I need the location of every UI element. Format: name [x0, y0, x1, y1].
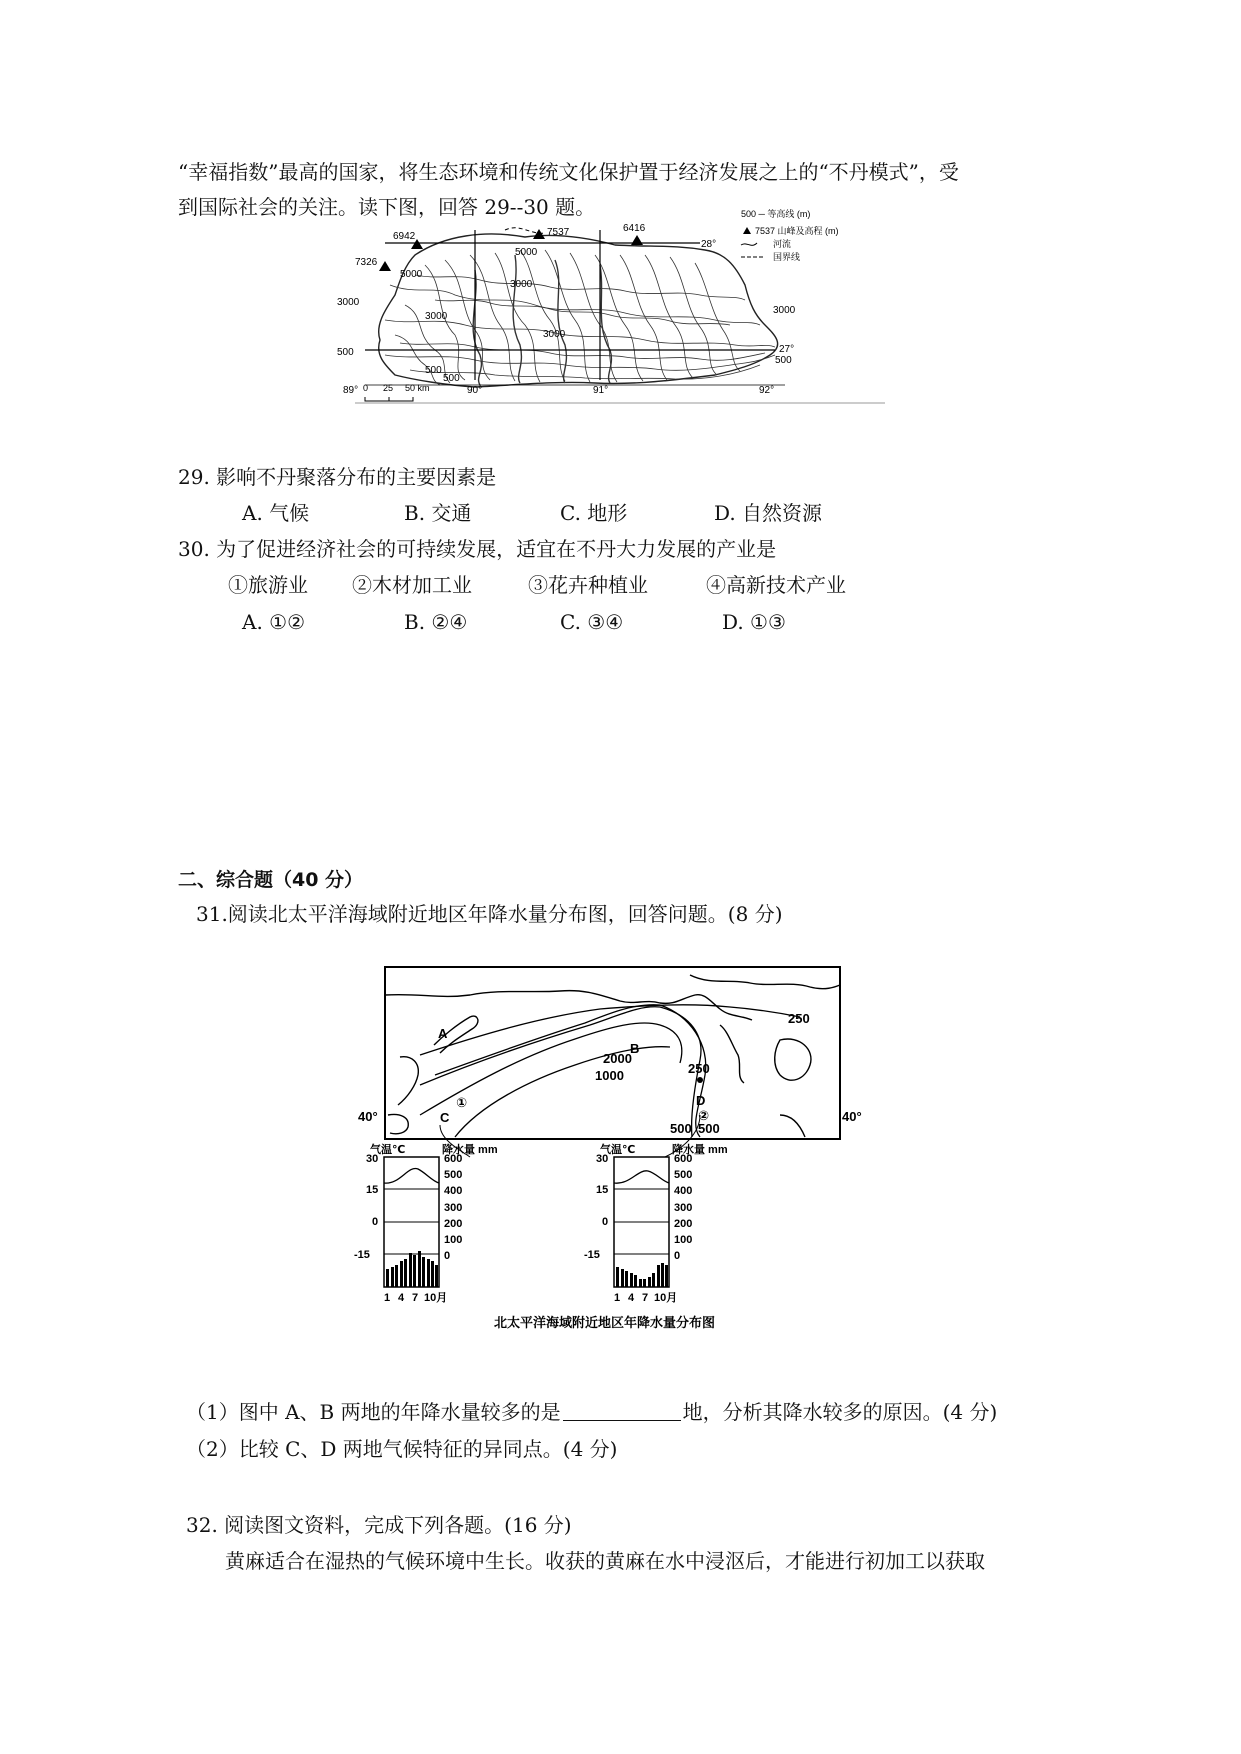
svg-text:15: 15	[366, 1184, 379, 1196]
peak-label: 7537	[547, 227, 570, 238]
isohyet-label: 2000	[603, 1051, 632, 1066]
q31-sub1	[186, 1398, 997, 1426]
svg-text:25: 25	[383, 383, 394, 393]
latitude-label: 40°	[842, 1109, 862, 1124]
svg-text:0: 0	[363, 383, 369, 393]
legend-contour: 500 ─ 等高线 (m)	[741, 209, 811, 219]
latitude-label: 27°	[779, 344, 795, 355]
svg-text:气温℃: 气温℃	[600, 1144, 636, 1156]
q30-item-4: ④高新技术产业	[706, 573, 846, 597]
q31-sub1-part-a: （1）图中 A、B 两地的年降水量较多的是	[186, 1400, 561, 1424]
svg-text:600: 600	[674, 1153, 693, 1165]
svg-text:7: 7	[642, 1292, 649, 1304]
intro-line-1: “幸福指数”最高的国家，将生态环境和传统文化保护置于经济发展之上的“不丹模式”，受	[178, 160, 959, 184]
longitude-label: 91°	[593, 385, 609, 396]
svg-text:200: 200	[674, 1218, 693, 1230]
legend-peak: 7537 山峰及高程 (m)	[755, 226, 839, 236]
intro-line-2: 到国际社会的关注。读下图，回答 29--30 题。	[178, 195, 596, 219]
point-label-c: C	[440, 1110, 450, 1125]
q30-option-c: C. ③④	[560, 610, 624, 634]
q29-stem: 29. 影响不丹聚落分布的主要因素是	[178, 465, 497, 489]
svg-text:0: 0	[444, 1250, 451, 1262]
q30-stem: 30. 为了促进经济社会的可持续发展，适宜在不丹大力发展的产业是	[178, 537, 777, 561]
section-title: 二、综合题（40 分）	[178, 869, 364, 891]
isohyet-label: 1000	[595, 1068, 624, 1083]
q31-sub1-part-b: 地，分析其降水较多的原因。(4 分)	[682, 1400, 998, 1424]
latitude-label: 40°	[358, 1109, 378, 1124]
contour-label: 3000	[337, 297, 360, 308]
svg-text:4: 4	[398, 1292, 405, 1304]
q30-option-b: B. ②④	[404, 610, 468, 634]
contour-label: 5000	[400, 269, 423, 280]
svg-text:500: 500	[674, 1169, 693, 1181]
svg-text:600: 600	[444, 1153, 463, 1165]
svg-text:10月: 10月	[424, 1292, 448, 1304]
q31-stem: 31.阅读北太平洋海域附近地区年降水量分布图，回答问题。(8 分)	[196, 902, 783, 926]
svg-text:200: 200	[444, 1218, 463, 1230]
svg-text:50 km: 50 km	[405, 383, 430, 393]
q31-sub2: （2）比较 C、D 两地气候特征的异同点。(4 分)	[186, 1437, 618, 1461]
svg-text:400: 400	[674, 1185, 693, 1197]
point-label-1: ①	[456, 1095, 468, 1110]
q30-option-d: D. ①③	[722, 610, 786, 634]
q30-item-3: ③花卉种植业	[528, 573, 648, 597]
svg-text:1: 1	[614, 1292, 621, 1304]
svg-text:500: 500	[444, 1169, 463, 1181]
point-label-b: B	[630, 1041, 640, 1056]
q32-text: 黄麻适合在湿热的气候环境中生长。收获的黄麻在水中浸沤后，才能进行初加工以获取	[225, 1549, 985, 1573]
svg-text:气温℃: 气温℃	[370, 1144, 406, 1156]
figure-caption: 北太平洋海域附近地区年降水量分布图	[494, 1315, 716, 1330]
svg-text:300: 300	[444, 1202, 463, 1214]
bhutan-topographic-map	[337, 209, 885, 455]
contour-label: 3000	[425, 311, 448, 322]
svg-text:30: 30	[596, 1153, 609, 1165]
svg-text:0: 0	[602, 1216, 609, 1228]
isohyet-label: 500	[670, 1121, 692, 1136]
svg-text:100: 100	[674, 1234, 693, 1246]
peak-label: 6416	[623, 223, 646, 234]
isohyet-label: 500	[698, 1121, 720, 1136]
climograph-c	[354, 1142, 498, 1304]
contour-label: 3000	[510, 279, 533, 290]
contour-label: 500	[775, 355, 792, 366]
svg-text:降水量 mm: 降水量 mm	[672, 1144, 728, 1156]
contour-label: 5000	[515, 247, 538, 258]
point-label-d: D	[696, 1093, 706, 1108]
contour-label: 500	[337, 347, 354, 358]
svg-text:400: 400	[444, 1185, 463, 1197]
longitude-label: 90°	[467, 385, 483, 396]
q29-option-b: B. 交通	[404, 501, 472, 525]
longitude-label: 89°	[343, 385, 359, 396]
svg-text:7: 7	[412, 1292, 419, 1304]
q29-option-a: A. 气候	[242, 501, 310, 525]
contour-label: 500	[443, 373, 460, 384]
q30-option-a: A. ①②	[242, 610, 306, 634]
answer-blank[interactable]	[563, 1400, 681, 1421]
climograph-d	[584, 1142, 728, 1304]
svg-text:-15: -15	[584, 1249, 600, 1261]
peak-label: 6942	[393, 231, 416, 242]
latitude-label: 28°	[701, 239, 717, 250]
q29-option-d: D. 自然资源	[714, 501, 823, 525]
svg-text:15: 15	[596, 1184, 609, 1196]
svg-text:1: 1	[384, 1292, 391, 1304]
contour-label: 3000	[543, 329, 566, 340]
svg-text:降水量 mm: 降水量 mm	[442, 1144, 498, 1156]
q32-stem: 32. 阅读图文资料，完成下列各题。(16 分)	[186, 1513, 572, 1537]
contour-label: 3000	[773, 305, 796, 316]
scale-bar	[363, 383, 430, 401]
longitude-label: 92°	[759, 385, 775, 396]
peak-label: 7326	[355, 257, 378, 268]
svg-text:30: 30	[366, 1153, 379, 1165]
point-label-2: ②	[698, 1108, 710, 1123]
legend-border: 国界线	[773, 252, 801, 262]
contour-label: 500	[425, 365, 442, 376]
svg-text:300: 300	[674, 1202, 693, 1214]
q30-item-2: ②木材加工业	[352, 573, 472, 597]
svg-text:-15: -15	[354, 1249, 370, 1261]
svg-text:100: 100	[444, 1234, 463, 1246]
q29-option-c: C. 地形	[560, 501, 628, 525]
svg-text:0: 0	[674, 1250, 681, 1262]
isohyet-label: 250	[688, 1061, 710, 1076]
north-pacific-precipitation-map	[354, 965, 862, 1335]
svg-text:4: 4	[628, 1292, 635, 1304]
point-label-a: A	[438, 1026, 448, 1041]
legend-river: 河流	[773, 239, 792, 249]
svg-text:0: 0	[372, 1216, 379, 1228]
svg-text:10月: 10月	[654, 1292, 678, 1304]
isohyet-label: 250	[788, 1011, 810, 1026]
q30-item-1: ①旅游业	[228, 573, 308, 597]
